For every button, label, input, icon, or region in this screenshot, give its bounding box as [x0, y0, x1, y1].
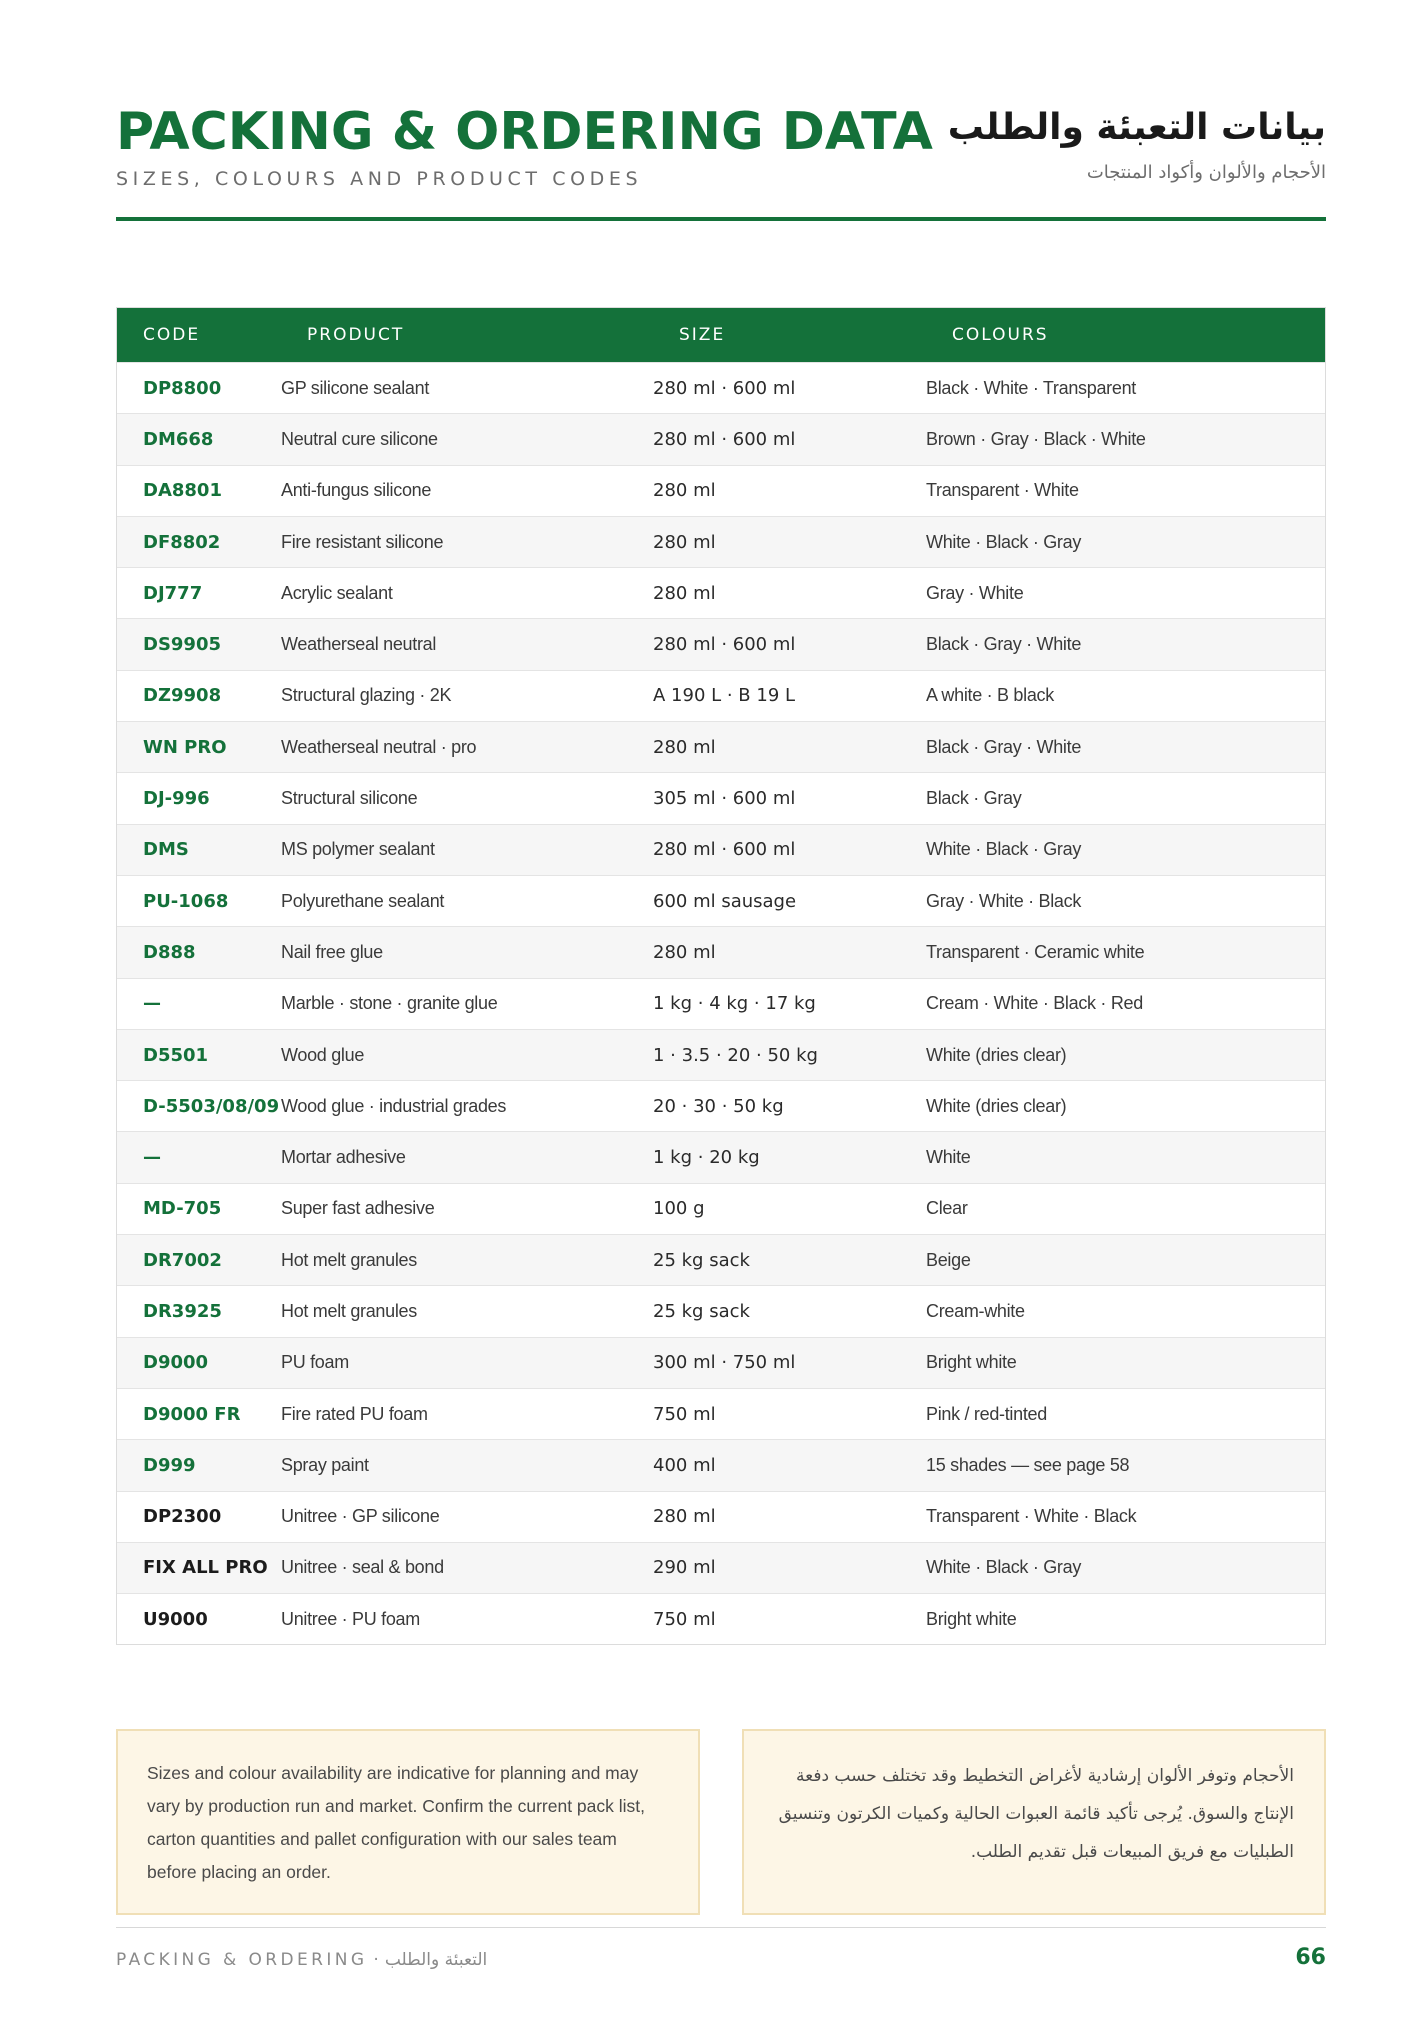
table-row [117, 1388, 1325, 1439]
cell-product: Hot melt granules [281, 1249, 417, 1270]
cell-code: FIX ALL PRO [143, 1557, 268, 1579]
note-english-text: Sizes and colour availability are indicative for planning and may vary by production run and market. Confirm the current pack list, carton quantities and pallet configuration with our sales team before placing an order. [147, 1763, 645, 1882]
table-row [117, 772, 1325, 823]
cell-code: D888 [143, 941, 196, 963]
footer-section-label [116, 1950, 487, 1970]
page-subtitle: SIZES, COLOURS AND PRODUCT CODES [116, 168, 643, 190]
table-row [117, 1593, 1325, 1644]
cell-product: Fire rated PU foam [281, 1403, 428, 1424]
cell-size: 100 g [653, 1198, 705, 1220]
cell-size: 300 ml · 750 ml [653, 1352, 796, 1374]
cell-colours: Gray · White [926, 582, 1024, 603]
cell-code: WN PRO [143, 736, 227, 758]
cell-colours: A white · B black [926, 685, 1054, 706]
cell-code: DMS [143, 839, 189, 861]
cell-code: D5501 [143, 1044, 209, 1066]
cell-size: 305 ml · 600 ml [653, 788, 796, 810]
table-row [117, 824, 1325, 875]
table-row [117, 1131, 1325, 1182]
cell-size: 600 ml sausage [653, 890, 797, 912]
cell-product: MS polymer sealant [281, 839, 435, 860]
cell-colours: Transparent · Ceramic white [926, 941, 1145, 962]
cell-product: Neutral cure silicone [281, 428, 438, 449]
cell-colours: Cream-white [926, 1300, 1025, 1321]
cell-colours: Black · Gray · White [926, 634, 1082, 655]
cell-product: Mortar adhesive [281, 1147, 406, 1168]
cell-size: 25 kg sack [653, 1249, 750, 1271]
header-divider [116, 217, 1326, 221]
footer-divider [116, 1927, 1326, 1928]
packing-table [116, 307, 1326, 1645]
cell-size: A 190 L · B 19 L [653, 685, 796, 707]
cell-size: 280 ml [653, 941, 716, 963]
cell-product: Unitree · PU foam [281, 1608, 420, 1629]
table-row [117, 1029, 1325, 1080]
cell-product: Fire resistant silicone [281, 531, 444, 552]
table-body [117, 362, 1325, 1644]
cell-code: DS9905 [143, 634, 222, 656]
cell-product: Wood glue · industrial grades [281, 1095, 507, 1116]
table-row [117, 926, 1325, 977]
cell-colours: White (dries clear) [926, 1095, 1067, 1116]
footer-label-english: PACKING & ORDERING [116, 1950, 368, 1970]
cell-colours: Bright white [926, 1608, 1017, 1629]
cell-colours: 15 shades — see page 58 [926, 1454, 1130, 1475]
cell-product: GP silicone sealant [281, 377, 430, 398]
table-row [117, 1491, 1325, 1542]
cell-code: DP2300 [143, 1506, 222, 1528]
column-header-colours: COLOURS [952, 325, 1049, 345]
table-row [117, 618, 1325, 669]
cell-product: Super fast adhesive [281, 1198, 435, 1219]
table-header [117, 308, 1325, 362]
cell-size: 280 ml [653, 582, 716, 604]
cell-code: DJ777 [143, 582, 203, 604]
note-arabic-text: الأحجام وتوفر الألوان إرشادية لأغراض التخطيط وقد تختلف حسب دفعة الإنتاج والسوق. يُرجى تأكيد قائمة العبوات الحالية وكميات الكرتون وتنسيق الطبليات مع فريق المبيعات قبل تقديم الطلب. [778, 1766, 1294, 1862]
cell-product: Weatherseal neutral · pro [281, 736, 477, 757]
cell-size: 280 ml [653, 736, 716, 758]
page-subtitle-arabic: الأحجام والألوان وأكواد المنتجات [1086, 162, 1326, 183]
cell-size: 280 ml · 600 ml [653, 377, 796, 399]
cell-colours: Black · Gray [926, 788, 1022, 809]
cell-product: Acrylic sealant [281, 582, 393, 603]
cell-size: 750 ml [653, 1403, 716, 1425]
table-row [117, 1080, 1325, 1131]
cell-colours: White [926, 1147, 971, 1168]
page-number: 66 [1295, 1945, 1326, 1970]
cell-code: PU-1068 [143, 890, 229, 912]
cell-colours: Brown · Gray · Black · White [926, 428, 1146, 449]
cell-code: D-5503/08/09 [143, 1095, 280, 1117]
table-row [117, 875, 1325, 926]
table-row [117, 721, 1325, 772]
cell-product: Spray paint [281, 1454, 369, 1475]
cell-size: 1 · 3.5 · 20 · 50 kg [653, 1044, 818, 1066]
cell-code: DA8801 [143, 480, 222, 502]
cell-product: PU foam [281, 1352, 349, 1373]
column-header-product: PRODUCT [307, 325, 405, 345]
cell-product: Wood glue [281, 1044, 365, 1065]
cell-product: Hot melt granules [281, 1300, 417, 1321]
cell-size: 280 ml [653, 1506, 716, 1528]
column-header-size: SIZE [679, 325, 726, 345]
table-row [117, 670, 1325, 721]
cell-size: 280 ml · 600 ml [653, 428, 796, 450]
cell-colours: Beige [926, 1249, 971, 1270]
cell-colours: Cream · White · Black · Red [926, 993, 1143, 1014]
cell-product: Structural glazing · 2K [281, 685, 452, 706]
table-row [117, 1542, 1325, 1593]
table-row [117, 465, 1325, 516]
cell-code: DR3925 [143, 1300, 222, 1322]
table-row [117, 362, 1325, 413]
cell-size: 400 ml [653, 1454, 716, 1476]
cell-product: Weatherseal neutral [281, 634, 437, 655]
cell-product: Unitree · GP silicone [281, 1506, 440, 1527]
cell-colours: White (dries clear) [926, 1044, 1067, 1065]
cell-code: DF8802 [143, 531, 221, 553]
table-row [117, 1234, 1325, 1285]
cell-product: Polyurethane sealant [281, 890, 445, 911]
cell-product: Nail free glue [281, 941, 383, 962]
cell-size: 1 kg · 20 kg [653, 1147, 760, 1169]
cell-size: 25 kg sack [653, 1300, 750, 1322]
cell-code: D9000 FR [143, 1403, 241, 1425]
note-english [116, 1729, 700, 1915]
cell-product: Structural silicone [281, 788, 418, 809]
cell-code: DR7002 [143, 1249, 222, 1271]
cell-code: DP8800 [143, 377, 222, 399]
cell-code: MD-705 [143, 1198, 222, 1220]
page-title: PACKING & ORDERING DATA [116, 102, 933, 162]
cell-code: — [143, 993, 161, 1015]
cell-colours: Pink / red-tinted [926, 1403, 1047, 1424]
cell-colours: Gray · White · Black [926, 890, 1082, 911]
footer-separator: · [373, 1950, 379, 1970]
table-row [117, 1183, 1325, 1234]
cell-size: 280 ml [653, 480, 716, 502]
cell-product: Unitree · seal & bond [281, 1557, 444, 1578]
table-row [117, 567, 1325, 618]
cell-code: D999 [143, 1454, 196, 1476]
cell-size: 20 · 30 · 50 kg [653, 1095, 784, 1117]
table-row [117, 1337, 1325, 1388]
table-row [117, 516, 1325, 567]
table-row [117, 1439, 1325, 1490]
cell-code: DM668 [143, 428, 214, 450]
table-row [117, 978, 1325, 1029]
table-row [117, 413, 1325, 464]
cell-colours: Clear [926, 1198, 968, 1219]
cell-size: 280 ml · 600 ml [653, 634, 796, 656]
cell-code: U9000 [143, 1608, 208, 1630]
cell-code: DJ-996 [143, 788, 210, 810]
cell-colours: Black · Gray · White [926, 736, 1082, 757]
cell-colours: Bright white [926, 1352, 1017, 1373]
cell-colours: White · Black · Gray [926, 1557, 1082, 1578]
cell-colours: White · Black · Gray [926, 531, 1082, 552]
cell-code: — [143, 1147, 161, 1169]
cell-size: 280 ml [653, 531, 716, 553]
cell-code: DZ9908 [143, 685, 222, 707]
cell-code: D9000 [143, 1352, 209, 1374]
cell-size: 280 ml · 600 ml [653, 839, 796, 861]
cell-size: 1 kg · 4 kg · 17 kg [653, 993, 816, 1015]
page-title-arabic: بيانات التعبئة والطلب [947, 107, 1326, 148]
footer-label-arabic: التعبئة والطلب [384, 1950, 488, 1970]
page-header [116, 100, 1326, 224]
cell-colours: Transparent · White [926, 480, 1079, 501]
cell-colours: White · Black · Gray [926, 839, 1082, 860]
cell-product: Marble · stone · granite glue [281, 993, 498, 1014]
column-header-code: CODE [143, 325, 201, 345]
cell-colours: Black · White · Transparent [926, 377, 1136, 398]
cell-colours: Transparent · White · Black [926, 1506, 1137, 1527]
table-row [117, 1285, 1325, 1336]
cell-product: Anti-fungus silicone [281, 480, 432, 501]
cell-size: 290 ml [653, 1557, 716, 1579]
note-arabic [742, 1729, 1326, 1915]
cell-size: 750 ml [653, 1608, 716, 1630]
